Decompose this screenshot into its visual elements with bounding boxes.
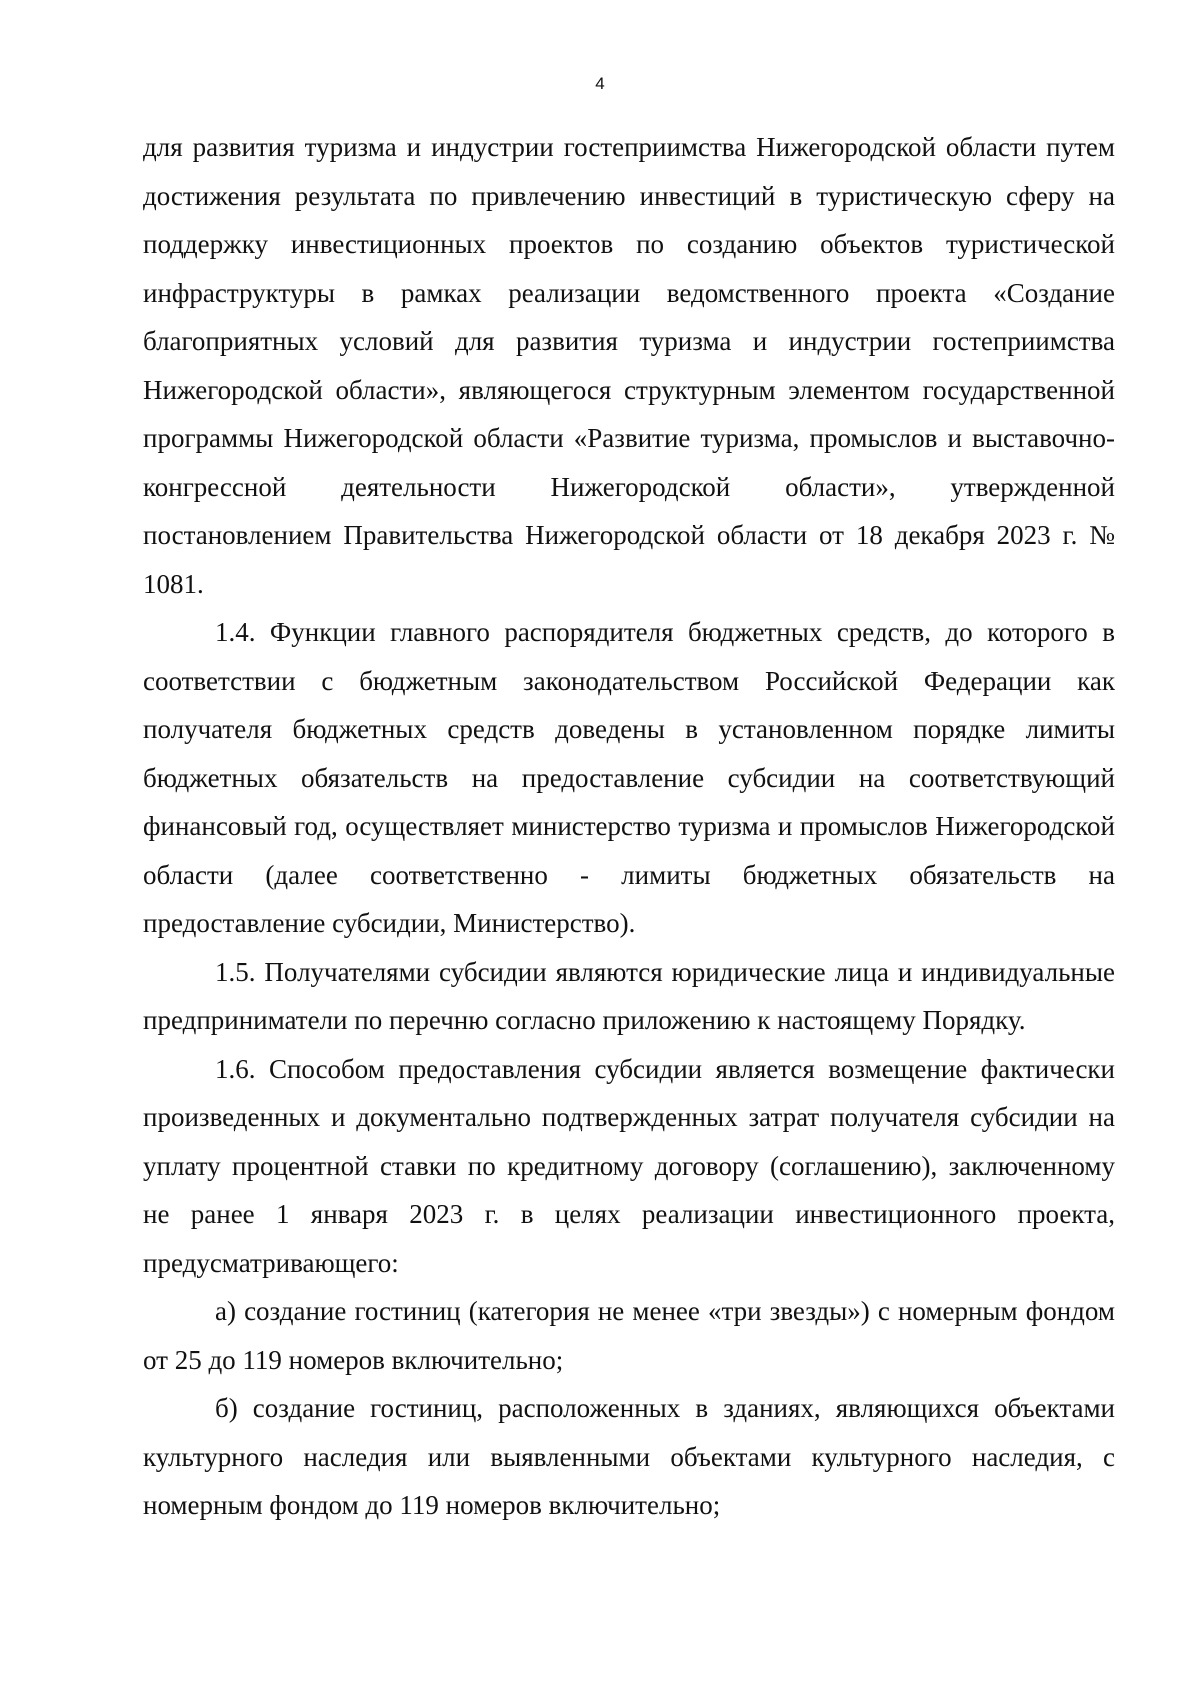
document-body (143, 123, 1115, 1530)
paragraph-1-4: 1.4. Функции главного распорядителя бюджетных средств, до которого в соответствии с бюджетным законодательством Российской Федерации как получателя бюджетных средств доведены в установленном порядке лимиты бюджетных обязательств на предоставление субсидии на соответствующий финансовый год, осуществляет министерство туризма и промыслов Нижегородской области (далее соответственно - лимиты бюджетных обязательств на предоставление субсидии, Министерство). (143, 617, 1115, 938)
paragraph-item-b: б) создание гостиниц, расположенных в зданиях, являющихся объектами культурного наследия или выявленными объектами культурного наследия, с номерным фондом до 119 номеров включительно; (143, 1393, 1115, 1520)
paragraph-intro-continuation: для развития туризма и индустрии гостеприимства Нижегородской области путем достижения результата по привлечению инвестиций в туристическую сферу на поддержку инвестиционных проектов по созданию объектов туристической инфраструктуры в рамках реализации ведомственного проекта «Создание благоприятных условий для развития туризма и индустрии гостеприимства Нижегородской области», являющегося структурным элементом государственной программы Нижегородской области «Развитие туризма, промыслов и выставочно-конгрессной деятельности Нижегородской области», утвержденной постановлением Правительства Нижегородской области от 18 декабря 2023 г. № 1081. (143, 132, 1115, 599)
paragraph-1-5: 1.5. Получателями субсидии являются юридические лица и индивидуальные предприниматели по перечню согласно приложению к настоящему Порядку. (143, 956, 1115, 1035)
page-number: 4 (595, 74, 605, 93)
paragraph-1-6: 1.6. Способом предоставления субсидии является возмещение фактически произведенных и документально подтвержденных затрат получателя субсидии на уплату процентной ставки по кредитному договору (соглашению), заключенному не ранее 1 января 2023 г. в целях реализации инвестиционного проекта, предусматривающего: (143, 1053, 1115, 1278)
paragraph-item-a: а) создание гостиниц (категория не менее «три звезды») с номерным фондом от 25 до 119 номеров включительно; (143, 1296, 1115, 1375)
